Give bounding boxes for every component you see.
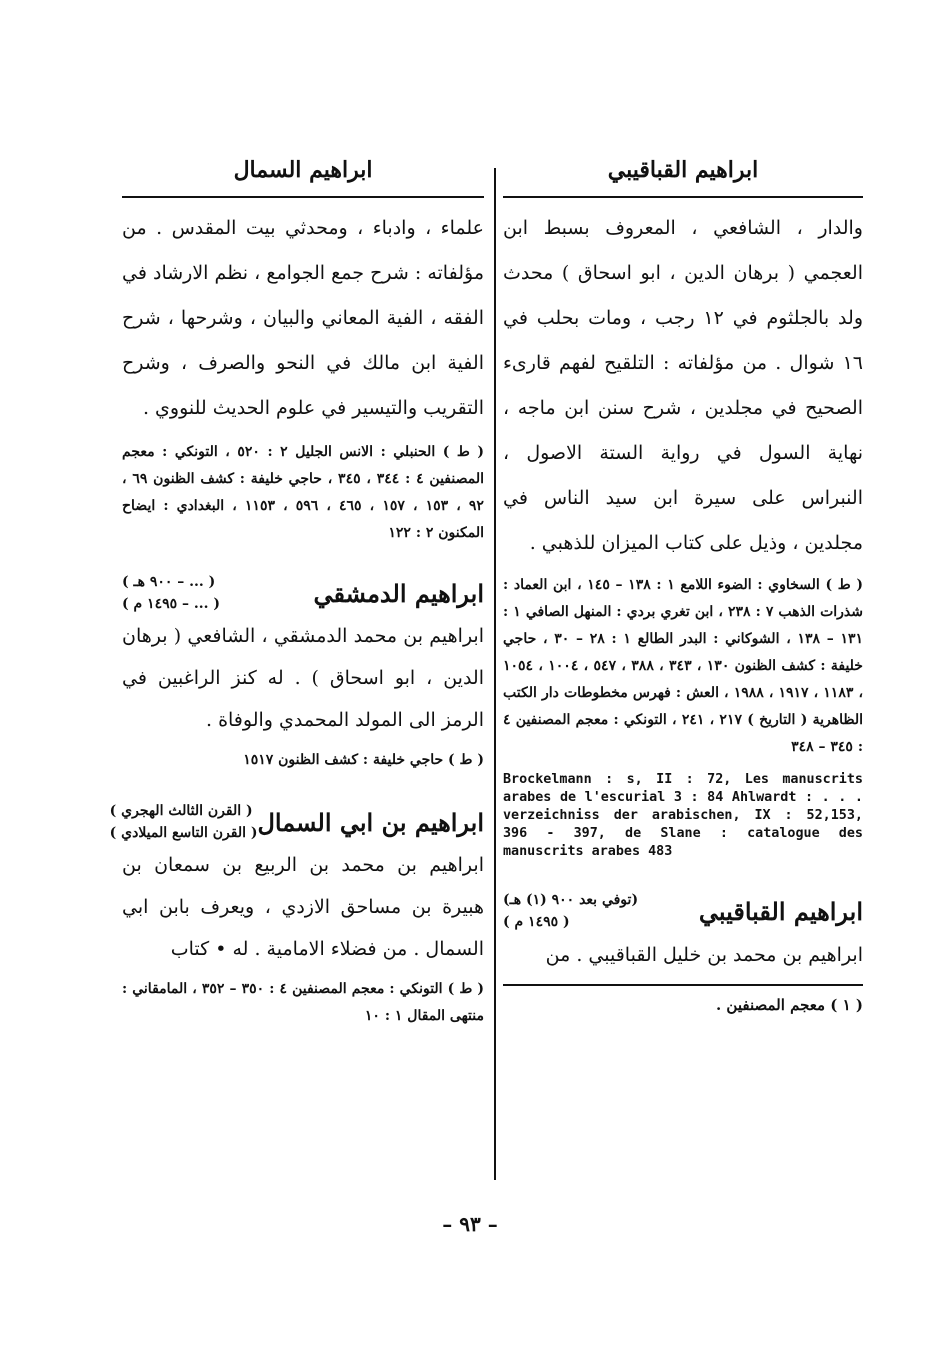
entry-text: ابراهيم بن محمد الدمشقي ، الشافعي ( برهان الدين ، ابو اسحاق ) . له كنز الراغبين في الرمز الى المولد المحمدي والوفاة . bbox=[122, 625, 484, 731]
entry-heading bbox=[503, 889, 863, 933]
header-rule-left bbox=[122, 196, 484, 198]
entry-references: ( ط ) الحنبلي : الانس الجليل ٢ : ٥٢٠ ، التونكي : معجم المصنفين ٤ : ٣٤٤ ، ٣٤٥ ، حاجي خليفة : كشف الظنون ٦٩ ، ٩٢ ، ١٥٣ ، ١٥٧ ، ٤٦٥ ، ٥٩٦ ، ١١٥٣ ، البغدادي : ايضاح المكنون ٢ : ١٢٢ bbox=[122, 444, 485, 541]
entry-dates bbox=[503, 889, 638, 933]
running-head-left: ابراهيم السمال bbox=[233, 157, 373, 183]
running-head-right: ابراهيم القباقيبي bbox=[607, 157, 759, 183]
left-column bbox=[109, 150, 485, 1030]
entry-references: ( ط ) التونكي : معجم المصنفين ٤ : ٣٥٠ – ٣٥٢ ، المامقاني : منتهى المقال ١ : ١٠ bbox=[122, 981, 484, 1024]
page-number: – ٩٣ – bbox=[442, 1212, 498, 1236]
entry-dates bbox=[122, 571, 220, 615]
entry-references: ( ط ) السخاوي : الضوء اللامع ١ : ١٣٨ – ١٤٥ ، ابن العماد : شذرات الذهب ٧ : ٢٣٨ ، ابن تغري بردي : المنهل الصافي ١ : ١٣١ – ١٣٨ ، الشوكاني : البدر الطالع ١ : ٢٨ – ٣٠ ، حاجي خليفة : كشف الظنون ١٣٠ ، ٣٤٣ ، ٣٨٨ ، ٥٤٧ ، ١٠٠٤ ، ١٠٥٤ ، ١١٨٣ ، ١٩١٧ ، ١٩٨٨ ، العش : فهرس مخطوطات دار الكتب الظاهرية ( التاريخ ) ٢١٧ ، ٢٤١ ، التونكي : معجم المصنفين ٤ : ٣٤٥ – ٣٤٨ bbox=[503, 577, 864, 755]
entry-dates-hijri: (توفي بعد ٩٠٠ (١) هـ) bbox=[503, 892, 639, 908]
entry-heading bbox=[109, 800, 484, 844]
entry-dates-gregorian: ( ١٤٩٥ م ) bbox=[503, 914, 570, 930]
entry-continuation-text: علماء ، وادباء ، ومحدثي بيت المقدس . من مؤلفاته : شرح جمع الجوامع ، نظم الارشاد في الفقه ، الفية المعاني والبيان ، وشرحها ، شرح الفية ابن مالك في النحو والصرف ، وشرح التقريب والتيسير في علوم الحديث للنووي . bbox=[122, 217, 484, 419]
entry-dates-gregorian: ( ... – ١٤٩٥ م ) bbox=[122, 596, 220, 612]
footnote-rule bbox=[503, 984, 863, 986]
entry-dates-hijri: ( ... – ٩٠٠ هـ ) bbox=[122, 574, 216, 590]
entry-name: ابراهيم بن ابي السمال bbox=[257, 807, 484, 837]
entry-text: ابراهيم بن محمد بن خليل القباقيبي . من bbox=[545, 944, 863, 966]
entry-dates-hijri: ( القرن الثالث الهجري ) bbox=[109, 803, 253, 819]
entry-continuation-text: والدار ، الشافعي ، المعروف بسبط ابن العجمي ( برهان الدين ، ابو اسحاق ) محدث ولد بالجلثوم في ١٢ رجب ، ومات بحلب في ١٦ شوال . من مؤلفاته : التلقيح لفهم قارىء الصحيح في مجلدين ، شرح سنن ابن ماجه ، نهاية السول في رواية الستة الاصول ، النبراس على سيرة ابن سيد الناس في مجلدين ، وذيل على كتاب الميزان للذهبي . bbox=[503, 217, 863, 554]
entry-dates bbox=[110, 800, 258, 844]
latin-references: Brockelmann : s, II : 72, Les manuscrits arabes de l'escurial 3 : 84 Ahlwardt : . . . verzeichniss der arabischen, IX : 52,153, 396 - 397, de Slane : catalogue des manuscrits arabes 483 bbox=[503, 772, 863, 859]
entry-heading bbox=[122, 571, 484, 615]
header-rule-right bbox=[503, 196, 863, 198]
right-column bbox=[503, 150, 863, 1018]
column-divider bbox=[494, 168, 496, 1180]
entry-name: ابراهيم الدمشقي bbox=[313, 578, 484, 608]
entry-name: ابراهيم القباقيبي bbox=[698, 896, 863, 926]
entry-dates-gregorian: ( القرن التاسع الميلادي ) bbox=[109, 825, 258, 841]
footnote: ( ١ ) معجم المصنفين . bbox=[715, 996, 863, 1014]
entry-references: ( ط ) حاجي خليفة : كشف الظنون ١٥١٧ bbox=[243, 752, 484, 768]
entry-text: ابراهيم بن محمد بن الربيع بن سمعان بن هبيرة بن مساحق الازدي ، ويعرف بابن ابي السمال . من فضلاء الامامية . له • كتاب bbox=[122, 854, 484, 960]
